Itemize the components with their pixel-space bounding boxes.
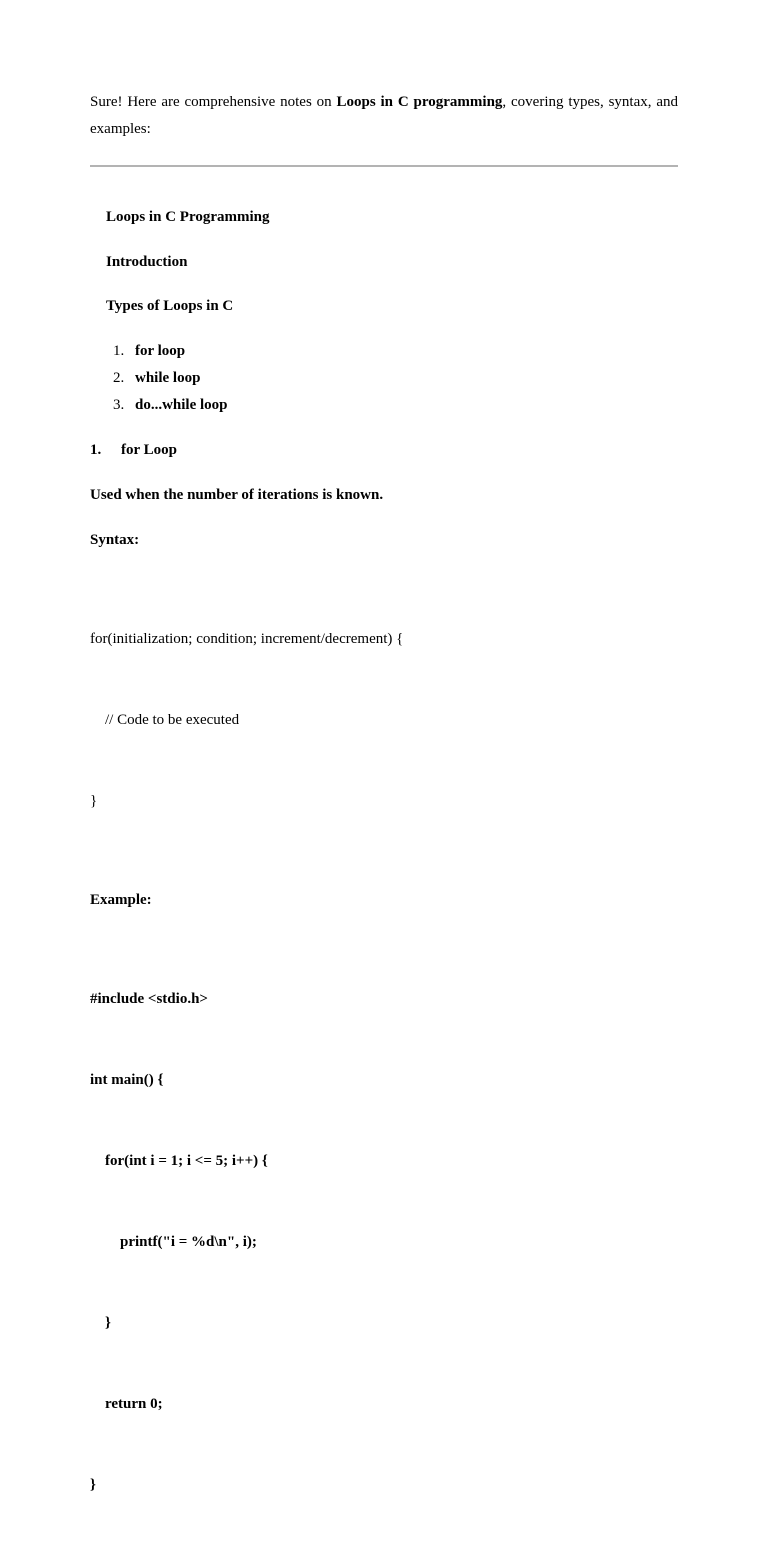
code-line: printf("i = %d\n", i); bbox=[90, 1234, 257, 1250]
list-item-number: 1. bbox=[113, 343, 125, 359]
list-item bbox=[113, 365, 678, 392]
for-loop-section-heading bbox=[90, 437, 678, 464]
list-item-number: 3. bbox=[113, 397, 125, 413]
intro-text-start: Sure! Here are comprehensive notes on bbox=[90, 94, 337, 110]
code-line: #include <stdio.h> bbox=[90, 991, 208, 1007]
code-line: // Code to be executed bbox=[90, 712, 240, 728]
code-line: int main() { bbox=[90, 1072, 164, 1088]
code-line: for(initialization; condition; increment/decrement) { bbox=[90, 631, 404, 647]
horizontal-divider bbox=[90, 165, 678, 167]
document-title: Loops in C Programming bbox=[106, 209, 270, 225]
code-line: } bbox=[90, 793, 98, 809]
section-number: 1. bbox=[90, 442, 102, 458]
intro-bold-text: Loops in C programming bbox=[336, 94, 503, 110]
intro-paragraph bbox=[90, 89, 678, 143]
section-title: for Loop bbox=[121, 442, 177, 458]
code-line: return 0; bbox=[90, 1396, 163, 1412]
types-heading: Types of Loops in C bbox=[106, 298, 234, 314]
introduction-heading: Introduction bbox=[106, 254, 188, 270]
loop-types-list bbox=[90, 338, 678, 419]
list-item bbox=[113, 338, 678, 365]
list-item-label: while loop bbox=[135, 370, 201, 386]
example-code-block bbox=[90, 932, 678, 1553]
code-line: } bbox=[90, 1315, 111, 1331]
code-line: } bbox=[90, 1477, 96, 1493]
syntax-code-block bbox=[90, 572, 678, 869]
code-line: for(int i = 1; i <= 5; i++) { bbox=[90, 1153, 268, 1169]
syntax-label: Syntax: bbox=[90, 532, 140, 548]
list-item bbox=[113, 392, 678, 419]
list-item-label: do...while loop bbox=[135, 397, 228, 413]
for-loop-description: Used when the number of iterations is known. bbox=[90, 487, 384, 503]
example-label: Example: bbox=[90, 892, 152, 908]
list-item-number: 2. bbox=[113, 370, 125, 386]
list-item-label: for loop bbox=[135, 343, 186, 359]
intro-text-end: , covering types, syntax, and examples: bbox=[90, 94, 679, 137]
document-content bbox=[90, 89, 678, 1553]
